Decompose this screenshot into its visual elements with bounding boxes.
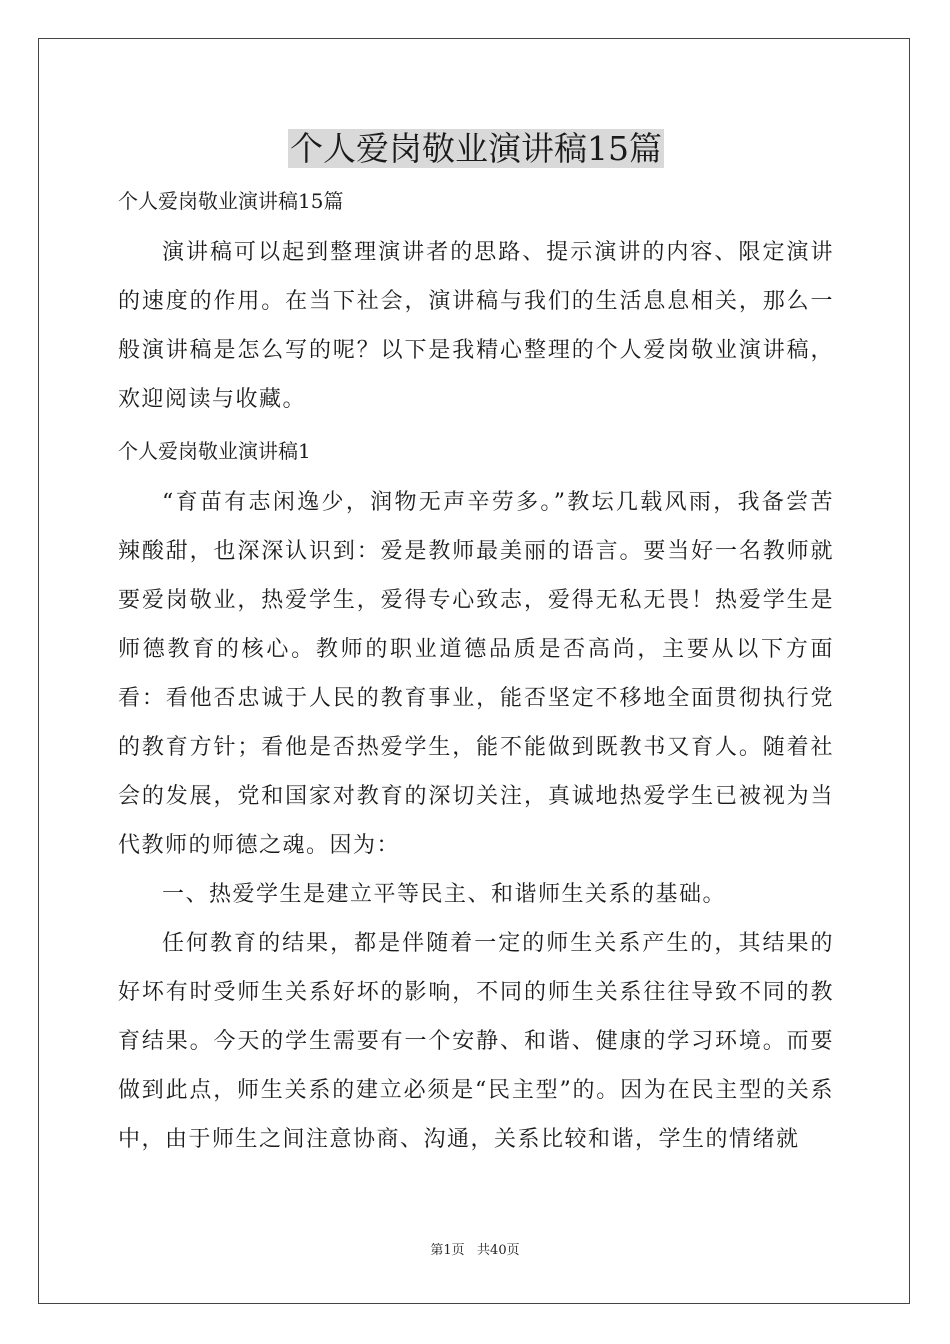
point-heading: 一、热爱学生是建立平等民主、和谐师生关系的基础。 — [162, 882, 727, 907]
subtitle-line: 个人爱岗敬业演讲稿15篇 — [118, 189, 344, 213]
document-title-text: 个人爱岗敬业演讲稿15篇 — [290, 129, 662, 168]
page-footer: 第1页 共40页 — [430, 1243, 520, 1258]
section-heading: 个人爱岗敬业演讲稿1 — [118, 439, 311, 463]
intro-paragraph: 演讲稿可以起到整理演讲者的思路、提示演讲的内容、限定演讲的速度的作用。在当下社会，演讲稿与我们的生活息息相关，那么一般演讲稿是怎么写的呢？以下是我精心整理的个人爱岗敬业演讲稿，欢迎阅读与收藏。 — [118, 240, 834, 412]
body-paragraph-2: 任何教育的结果，都是伴随着一定的师生关系产生的，其结果的好坏有时受师生关系好坏的影响，不同的师生关系往往导致不同的教育结果。今天的学生需要有一个安静、和谐、健康的学习环境。而要做到此点，师生关系的建立必须是“民主型”的。因为在民主型的关系中，由于师生之间注意协商、沟通，关系比较和谐，学生的情绪就 — [118, 931, 834, 1152]
document-title — [118, 127, 834, 171]
document-text-flow — [118, 180, 834, 1164]
body-paragraph: “育苗有志闲逸少，润物无声辛劳多。”教坛几载风雨，我备尝苦辣酸甜，也深深认识到：爱是教师最美丽的语言。要当好一名教师就要爱岗敬业，热爱学生，爱得专心致志，爱得无私无畏！热爱学生是师德教育的核心。教师的职业道德品质是否高尚，主要从以下方面看：看他否忠诚于人民的教育事业，能否坚定不移地全面贯彻执行党的教育方针；看他是否热爱学生，能不能做到既教书又育人。随着社会的发展，党和国家对教育的深切关注，真诚地热爱学生已被视为当代教师的师德之魂。因为： — [118, 490, 834, 858]
